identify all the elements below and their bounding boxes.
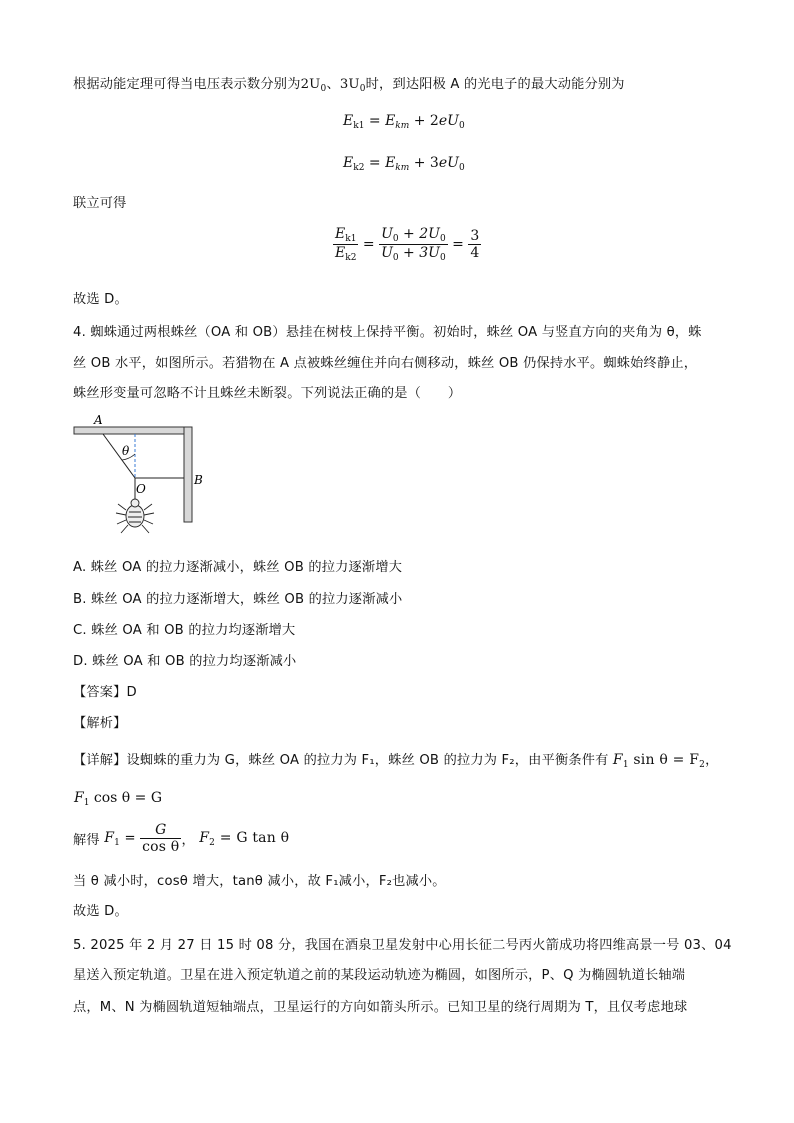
v2: 3U (339, 77, 360, 92)
den2-sub2: 0 (439, 253, 446, 263)
num-e: E (335, 226, 346, 242)
option-d: D. 蛛丝 OA 和 OB 的拉力均逐渐减小 (73, 654, 297, 669)
sin-f2-sub: 2 (699, 760, 706, 770)
label-a: A (94, 413, 103, 427)
frac-result (468, 228, 481, 261)
p1-post: 时，到达阳极 A 的光电子的最大动能分别为 (365, 77, 625, 92)
answer: 【答案】D (73, 685, 137, 700)
p1-sep: 、 (326, 77, 340, 92)
ekm-sub: km (395, 121, 410, 131)
jiexi-heading: 【解析】 (73, 716, 127, 731)
num-sub: k1 (345, 234, 357, 244)
charge-e: e (438, 113, 448, 129)
ekm2-e: E (385, 155, 396, 171)
frac-u-num (379, 226, 448, 245)
frac-u (379, 226, 448, 263)
f1-sub: 1 (114, 837, 121, 848)
equation-sin (613, 752, 705, 768)
ek1-e: E (343, 113, 354, 129)
voltage-2u0 (301, 77, 327, 92)
frac-g-cos (140, 822, 181, 855)
jiede-line (73, 822, 289, 855)
q4-line3: 蛛丝形变量可忽略不计且蛛丝未断裂。下列说法正确的是（ ） (73, 386, 462, 401)
result-num: 3 (470, 228, 480, 244)
num2-sub2: 0 (439, 234, 446, 244)
label-b: B (194, 473, 203, 487)
frac-u-den (379, 245, 448, 263)
jiede-comma: ， (181, 833, 195, 848)
q5-line1: 5. 2025 年 2 月 27 日 15 时 08 分，我国在酒泉卫星发射中心用长征二号丙火箭成功将四维高景一号 03、04 (73, 938, 732, 953)
q5-line2: 星送入预定轨道。卫星在进入预定轨道之前的某段运动轨迹为椭圆，如图所示，P、Q 为椭圆轨道长轴端 (73, 968, 686, 983)
cos-f: F (74, 790, 84, 806)
f2-rest: = G tan θ (215, 829, 290, 846)
spider-diagram (70, 412, 210, 542)
ek1-sub: k1 (353, 121, 365, 131)
f1-symbol (104, 830, 120, 846)
option-c: C. 蛛丝 OA 和 OB 的拉力均逐渐增大 (73, 623, 296, 638)
equation-ratio: $\frac{E_{k1}}{E_{k2}}$ = $\frac{U_0 + 2U_0}{U_0 + 3U_0}$ = $\frac{3}{4}$ (335, 226, 480, 263)
num2: U (381, 226, 393, 242)
den2-plus: + 3U (398, 245, 440, 261)
branch-top (74, 427, 192, 434)
cos-rest: cos θ = G (89, 790, 163, 806)
u2-sub: 0 (458, 163, 465, 173)
equation-cos (74, 790, 162, 808)
frac-ek (333, 226, 358, 263)
num2-plus: + 2U (398, 226, 440, 242)
f2: F (199, 829, 210, 846)
guxuan-2: 故选 D。 (73, 904, 128, 919)
frac-cos: cos θ (142, 839, 180, 855)
ek2-eq: = (364, 155, 386, 171)
ekm-e: E (385, 113, 396, 129)
xiangjie-text: 【详解】设蜘蛛的重力为 G，蛛丝 OA 的拉力为 F₁，蛛丝 OB 的拉力为 F₂，由平衡条件有 (73, 753, 609, 768)
paragraph-kinetic-energy (73, 73, 625, 94)
v1: 2U (300, 77, 321, 92)
branch-vertical (184, 427, 192, 522)
voltage-3u0 (340, 77, 366, 92)
den-e: E (335, 245, 346, 261)
equation-ek1 (343, 113, 465, 131)
sin-f: F (612, 752, 623, 768)
f2-sub: 2 (209, 837, 216, 848)
ek1-eq: = (364, 113, 386, 129)
q4-line2: 丝 OB 水平，如图所示。若猎物在 A 点被蛛丝缠住并向右侧移动，蛛丝 OB 仍保持水平。蜘蛛始终静止， (73, 356, 698, 371)
dang-line: 当 θ 减小时，cosθ 增大，tanθ 减小，故 F₁减小，F₂也减小。 (73, 874, 446, 889)
u2: U (447, 155, 459, 171)
guxuan-1: 故选 D。 (73, 292, 128, 307)
v2-sub: 0 (359, 84, 366, 94)
ek2-sub: k2 (353, 163, 365, 173)
f1: F (104, 829, 115, 846)
result-den: 4 (470, 245, 480, 261)
ek2-e: E (343, 155, 354, 171)
u: U (447, 113, 459, 129)
p1-text: 根据动能定理可得当电压表示数分别为 (73, 77, 301, 92)
spider-figure (70, 412, 210, 542)
ek1-plus: + 2 (409, 113, 439, 129)
f2-symbol (199, 830, 289, 846)
u-sub: 0 (458, 121, 465, 131)
den2: U (381, 245, 393, 261)
v1-sub: 0 (320, 84, 327, 94)
cos-f-sub: 1 (83, 798, 90, 808)
label-o: O (136, 482, 146, 496)
jiede-label: 解得 (73, 833, 100, 848)
frac-g: G (140, 822, 181, 839)
ek2-plus: + 3 (409, 155, 439, 171)
den2-sub: 0 (392, 253, 399, 263)
charge-e2: e (438, 155, 448, 171)
option-b: B. 蛛丝 OA 的拉力逐渐增大，蛛丝 OB 的拉力逐渐减小 (73, 592, 403, 607)
num2-sub: 0 (392, 234, 399, 244)
silk-oa (103, 434, 135, 478)
spider-icon (116, 499, 154, 533)
frac-ek-den (333, 245, 358, 263)
lianli-text: 联立可得 (73, 196, 127, 211)
den-sub: k2 (345, 253, 357, 263)
option-a: A. 蛛丝 OA 的拉力逐渐减小，蛛丝 OB 的拉力逐渐增大 (73, 560, 403, 575)
sin-rest: sin θ = F (628, 752, 700, 768)
xiangjie-line (73, 749, 718, 770)
sin-f-sub: 1 (622, 760, 629, 770)
q5-line3: 点，M、N 为椭圆轨道短轴端点，卫星运行的方向如箭头所示。已知卫星的绕行周期为 T，且仅考虑地球 (73, 1000, 688, 1015)
label-theta: θ (122, 444, 130, 458)
q4-line1: 4. 蜘蛛通过两根蛛丝（OA 和 OB）悬挂在树枝上保持平衡。初始时，蛛丝 OA 与竖直方向的夹角为 θ，蛛 (73, 325, 702, 340)
ekm2-sub: km (395, 163, 410, 173)
frac-ek-num (333, 226, 358, 245)
sin-end: ， (705, 753, 719, 768)
equation-ek2 (343, 155, 465, 173)
jiede-eq: = (120, 831, 141, 846)
